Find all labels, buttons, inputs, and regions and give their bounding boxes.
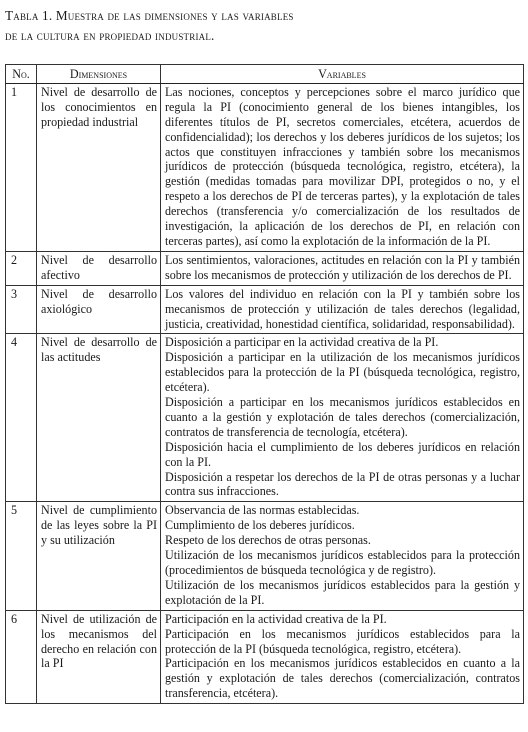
variable-item: Cumplimiento de los deberes jurídicos. (165, 518, 355, 533)
row-number: 5 (6, 502, 37, 610)
variable-item: Disposición hacia el cumplimiento de los deberes jurídicos en relación con la PI. (165, 439, 520, 469)
variable-item: Utilización de los mecanismos jurídicos establecidos para la gestión y explotación de la PI. (165, 577, 520, 607)
row-number: 6 (6, 610, 37, 703)
dimension-cell: Nivel de desarrollo axiológico (37, 285, 161, 334)
variable-item: Las nociones, conceptos y percepciones sobre el marco jurídico que regula la PI (conocimiento general de los bienes intangibles, los diferentes títulos de PI, secretos comerciales, etcétera, acuerdos de confidencialidad); los derechos y los deberes jurídicos de los sujetos; los actos que constituyen infracciones y también sobre los mecanismos jurídicos de protección (búsqueda tecnológica, registro, etcétera), la gestión (medidas tomadas para movilizar DPI, protegidos o no, y el respeto a los derechos de PI de terceras partes), y la explotación de tales derechos (transferencia y/o comercialización de los resultados de investigación, la aplicación de los derechos de PI, en relación con terceras partes), así como la explotación de la información de la PI. (165, 84, 520, 248)
variables-cell (161, 285, 524, 334)
table-row (6, 610, 524, 703)
table-caption (5, 6, 523, 45)
row-number: 4 (6, 334, 37, 502)
header-dimensions: Dimensiones (37, 65, 161, 84)
variable-item: Respeto de los derechos de otras personas. (165, 533, 371, 548)
table-row (6, 502, 524, 610)
table-header-row (6, 65, 524, 84)
dimension-cell: Nivel de desarrollo de las actitudes (37, 334, 161, 502)
variable-item: Participación en los mecanismos jurídicos establecidos para la protección de la PI (búsqueda tecnológica, registro, etcétera). (165, 626, 520, 656)
dimension-cell: Nivel de utilización de los mecanismos del derecho en relación con la PI (37, 610, 161, 703)
header-number: No. (6, 65, 37, 84)
variables-cell (161, 502, 524, 610)
table-row (6, 285, 524, 334)
variables-cell (161, 334, 524, 502)
caption-line-2: de la cultura en propiedad industrial. (5, 27, 215, 43)
row-number: 3 (6, 285, 37, 334)
variable-item: Disposición a participar en la actividad creativa de la PI. (165, 335, 439, 350)
variables-cell (161, 83, 524, 251)
row-number: 2 (6, 251, 37, 285)
dimension-cell: Nivel de desarrollo afectivo (37, 251, 161, 285)
variable-item: Participación en la actividad creativa de la PI. (165, 611, 387, 626)
variable-item: Disposición a participar en la utilización de los mecanismos jurídicos establecidos para la protección de la PI (búsqueda tecnológica, registro, etcétera). (165, 350, 520, 395)
variables-cell (161, 610, 524, 703)
variable-item: Disposición a respetar los derechos de la PI de otras personas y a luchar contra sus infracciones. (165, 469, 520, 499)
variable-item: Disposición a participar en los mecanismos jurídicos establecidos en cuanto a la gestión y explotación de tales derechos (comercialización, contratos de transferencia de tecnología, etcétera). (165, 395, 520, 439)
table-row (6, 334, 524, 502)
variable-item: Los sentimientos, valoraciones, actitudes en relación con la PI y también sobre los mecanismos de protección y utilización de los derechos de PI. (165, 252, 520, 282)
row-number: 1 (6, 83, 37, 251)
table-body (6, 83, 524, 703)
variable-item: Utilización de los mecanismos jurídicos establecidos para la protección (procedimientos de búsqueda tecnológica y de registro). (165, 548, 520, 577)
variable-item: Participación en los mecanismos jurídicos establecidos en cuanto a la gestión y explotación de tales derechos (comercialización, contratos transferencia, etcétera). (165, 656, 520, 701)
caption-line-1: Tabla 1. Muestra de las dimensiones y las variables (5, 8, 294, 23)
variable-item: Los valores del individuo en relación con la PI y también sobre los mecanismos de protección y utilización de tales derechos (legalidad, justicia, creatividad, honestidad científica, solidaridad, responsabilidad). (165, 286, 520, 331)
table-row (6, 251, 524, 285)
dimension-cell: Nivel de desarrollo de los conocimientos en propiedad industrial (37, 83, 161, 251)
variables-cell (161, 251, 524, 285)
dimension-cell: Nivel de cumplimiento de las leyes sobre la PI y su utilización (37, 502, 161, 610)
table-row (6, 83, 524, 251)
dimensions-table (5, 64, 524, 704)
variable-item: Observancia de las normas establecidas. (165, 503, 360, 518)
header-variables: Variables (161, 65, 524, 84)
